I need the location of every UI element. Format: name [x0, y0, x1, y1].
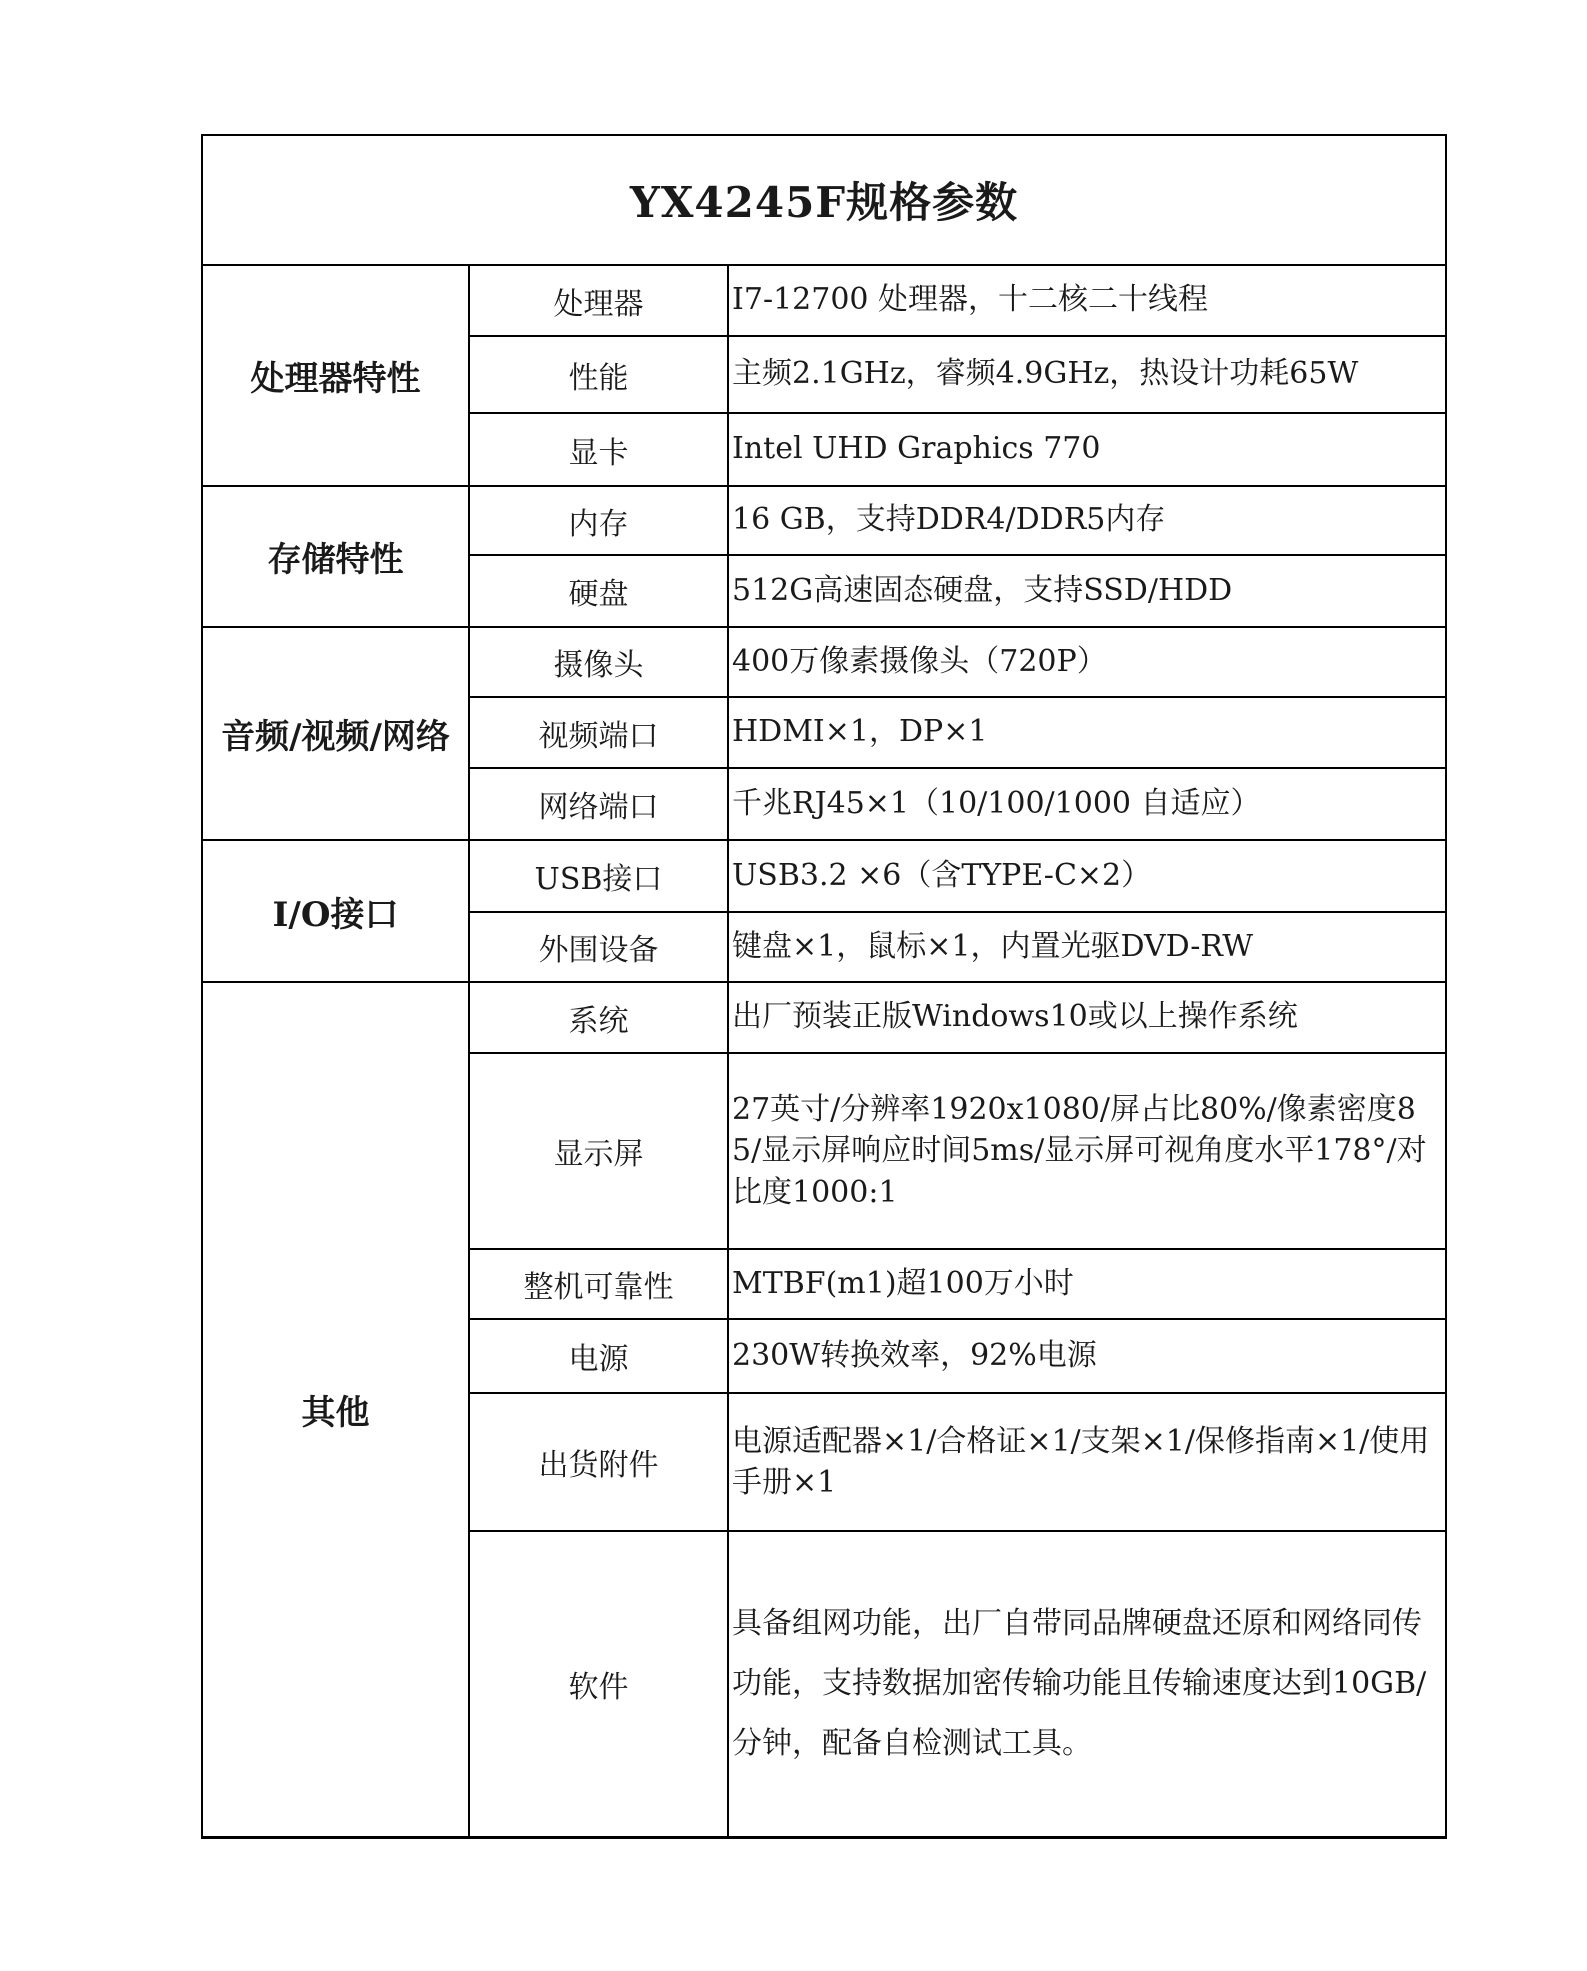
category-cell-io: I/O接口: [202, 840, 469, 982]
spec-key: 外围设备: [469, 912, 728, 982]
table-row: [202, 265, 1446, 336]
spec-value: 16 GB，支持DDR4/DDR5内存: [728, 486, 1446, 555]
spec-key: 处理器: [469, 265, 728, 336]
spec-value: HDMI×1，DP×1: [728, 697, 1446, 768]
table-row: [202, 982, 1446, 1053]
spec-value: 电源适配器×1/合格证×1/支架×1/保修指南×1/使用手册×1: [728, 1393, 1446, 1531]
spec-value: 400万像素摄像头（720P）: [728, 627, 1446, 697]
spec-value: MTBF(m1)超100万小时: [728, 1249, 1446, 1319]
spec-key: 软件: [469, 1531, 728, 1837]
table-row: [202, 135, 1446, 265]
spec-key: 系统: [469, 982, 728, 1053]
spec-key: 整机可靠性: [469, 1249, 728, 1319]
category-cell-processor: 处理器特性: [202, 265, 469, 486]
spec-value: 27英寸/分辨率1920x1080/屏占比80%/像素密度85/显示屏响应时间5ms/显示屏可视角度水平178°/对比度1000:1: [728, 1053, 1446, 1249]
spec-key: 硬盘: [469, 555, 728, 627]
spec-value: Intel UHD Graphics 770: [728, 413, 1446, 486]
spec-key: 性能: [469, 336, 728, 413]
page-title: YX4245F规格参数: [202, 135, 1446, 265]
spec-value: 出厂预装正版Windows10或以上操作系统: [728, 982, 1446, 1053]
spec-value: 具备组网功能，出厂自带同品牌硬盘还原和网络同传功能，支持数据加密传输功能且传输速度达到10GB/分钟，配备自检测试工具。: [728, 1531, 1446, 1837]
spec-value: USB3.2 ×6（含TYPE-C×2）: [728, 840, 1446, 912]
spec-table: [201, 134, 1447, 1839]
category-cell-other: 其他: [202, 982, 469, 1837]
table-row: [202, 627, 1446, 697]
category-cell-av-network: 音频/视频/网络: [202, 627, 469, 840]
table-row: [202, 840, 1446, 912]
spec-key: 电源: [469, 1319, 728, 1393]
spec-key: 出货附件: [469, 1393, 728, 1531]
table-row: [202, 486, 1446, 555]
spec-key: USB接口: [469, 840, 728, 912]
spec-value: 键盘×1，鼠标×1，内置光驱DVD-RW: [728, 912, 1446, 982]
spec-value: 512G高速固态硬盘，支持SSD/HDD: [728, 555, 1446, 627]
spec-key: 显示屏: [469, 1053, 728, 1249]
spec-key: 内存: [469, 486, 728, 555]
spec-value: 主频2.1GHz，睿频4.9GHz，热设计功耗65W: [728, 336, 1446, 413]
spec-key: 摄像头: [469, 627, 728, 697]
spec-value: 230W转换效率，92%电源: [728, 1319, 1446, 1393]
category-cell-storage: 存储特性: [202, 486, 469, 627]
spec-key: 网络端口: [469, 768, 728, 840]
spec-value: 千兆RJ45×1（10/100/1000 自适应）: [728, 768, 1446, 840]
spec-key: 显卡: [469, 413, 728, 486]
spec-key: 视频端口: [469, 697, 728, 768]
spec-value: I7-12700 处理器，十二核二十线程: [728, 265, 1446, 336]
